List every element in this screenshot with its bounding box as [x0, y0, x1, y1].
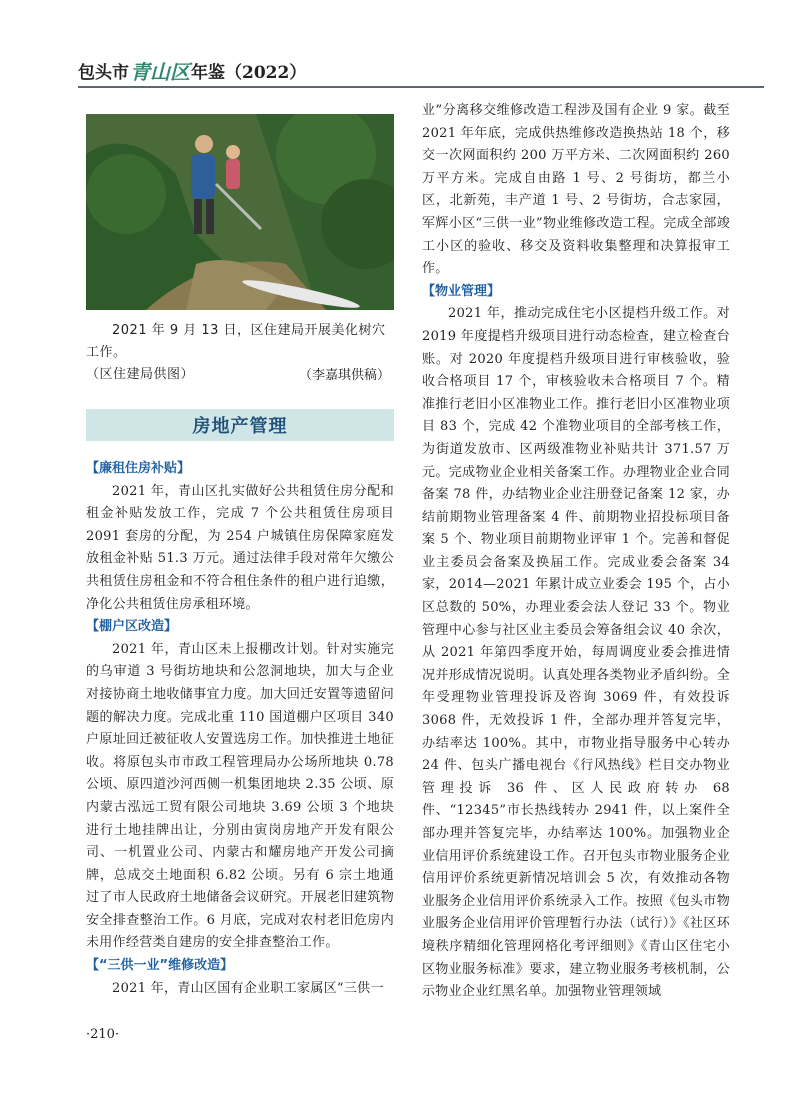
- subsection-heading: 【廉租住房补贴】: [86, 461, 191, 476]
- paragraph: 2021 年，青山区国有企业职工家属区“三供一: [112, 980, 384, 996]
- header-prefix: 包头市: [78, 62, 129, 83]
- subsection-heading: 【物业管理】: [422, 283, 501, 299]
- photo-credit: （李嘉琪供稿）: [298, 368, 390, 383]
- caption-line-1: 2021 年 9 月 13 日，区住建局开展美化树穴工作。: [86, 323, 386, 360]
- garden-work-photo: [86, 114, 394, 310]
- page-number: ·210·: [86, 1027, 120, 1042]
- header-brand-logo: 青山区: [130, 59, 190, 84]
- left-column: [86, 458, 394, 1000]
- right-column: [422, 100, 730, 1004]
- caption-line-2: （区住建局供图）: [86, 367, 195, 382]
- paragraph: 业”分离移交维修改造工程涉及国有企业 9 家。截至 2021 年年底，完成供热维修改造换热站 18 个，移交一次网面积约 200 万平方米、二次网面积约 260 万平方米。完成自由路 1 号、2 号街坊，都兰小区，北新苑，丰产道 1 号、2 号街坊，合志家园，军辉小区“三供一业”物业维修改造工程。完成全部竣工小区的验收、移交及资料收集整理和决算报审工作。: [422, 103, 730, 277]
- subsection-heading: 【棚户区改造】: [86, 619, 178, 635]
- header-suffix: 年鉴（2022）: [191, 62, 307, 83]
- paragraph: 2021 年，推动完成住宅小区提档升级工作。对 2019 年度提档升级项目进行动态检查，建立检查台账。对 2020 年度提档升级项目进行审核验收，验收合格项目 17 个，审核验收未合格项目 7 个。精准推行老旧小区准物业工作。推行老旧小区准物业项目 83 个，完成 42 个准物业项目的全部考核工作，为街道发放市、区两级准物业补贴共计 371.57 万元。完成物业企业相关备案工作。办理物业企业合同备案 78 件，办结物业企业注册登记备案 12 家，办结前期物业管理备案 4 件、前期物业招投标项目备案 5 个、物业项目前期物业评审 1 个。完善和督促业主委员会备案及换届工作。完成业委会备案 34 家，2014—2021 年累计成立业委会 195 个，占小区总数的 50%，办理业委会法人登记 33 个。物业管理中心参与社区业主委员会筹备组会议 40 余次，从 2021 年第四季度开始，每周调度业委会推进情况并形成情况说明。认真处理各类物业矛盾纠纷。全年受理物业管理投诉及咨询 3069 件，有效投诉 3068 件，无效投诉 1 件，全部办理并答复完毕，办结率达 100%。其中，市物业指导服务中心转办 24 件、包头广播电视台《行风热线》栏目交办物业管理投诉 36 件、区人民政府转办 68 件、“12345”市长热线转办 2941 件，以上案件全部办理并答复完毕，办结率达 100%。加强物业企业信用评价系统建设工作。召开包头市物业服务企业信用评价系统更新情况培训会 5 次，有效推动各物业服务企业信用评价系统录入工作。按照《包头市物业服务企业信用评价管理暂行办法（试行）》《社区环境秩序精细化管理网格化考评细则》《青山区住宅小区物业服务标准》要求，建立物业服务考核机制，公示物业企业红黑名单。加强物业管理领域: [422, 306, 730, 1000]
- running-header: [78, 58, 764, 82]
- paragraph: 2021 年，青山区扎实做好公共租赁住房分配和租金补贴发放工作，完成 7 个公共租赁住房项目 2091 套房的分配，为 254 户城镇住房保障家庭发放租金补贴 51.3 万元。通过法律手段对常年欠缴公共租赁住房租金和不符合租住条件的租户进行追缴，净化公共租赁住房承租环境。: [86, 483, 394, 612]
- paragraph: 2021 年，青山区未上报棚改计划。针对实施完的乌审道 3 号街坊地块和公忽洞地块，加大与企业对接协商土地收储事宜力度。加大回迁安置等遗留问题的解决力度。完成北重 110 国道棚户区项目 340 户原址回迁被征收人安置选房工作。加快推进土地征收。将原包头市市政工程管理局办公场所地块 0.78 公顷、原四道沙河西侧一机集团地块 2.35 公顷、原内蒙古泓远工贸有限公司地块 3.69 公顷 3 个地块进行土地挂牌出让，分别由寅岗房地产开发有限公司、一机置业公司、内蒙古和耀房地产开发公司摘牌，总成交土地面积 6.82 公顷。另有 6 宗土地通过了市人民政府土地储备会议研究。开展老旧建筑物安全排查整治工作。6 月底，完成对农村老旧危房内未用作经营类自建房的安全排查整治工作。: [86, 641, 394, 951]
- photo-illustration: [86, 114, 394, 310]
- section-title: 房地产管理: [86, 409, 394, 441]
- subsection-heading: 【“三供一业”维修改造】: [86, 958, 234, 974]
- header-rule: [78, 86, 764, 88]
